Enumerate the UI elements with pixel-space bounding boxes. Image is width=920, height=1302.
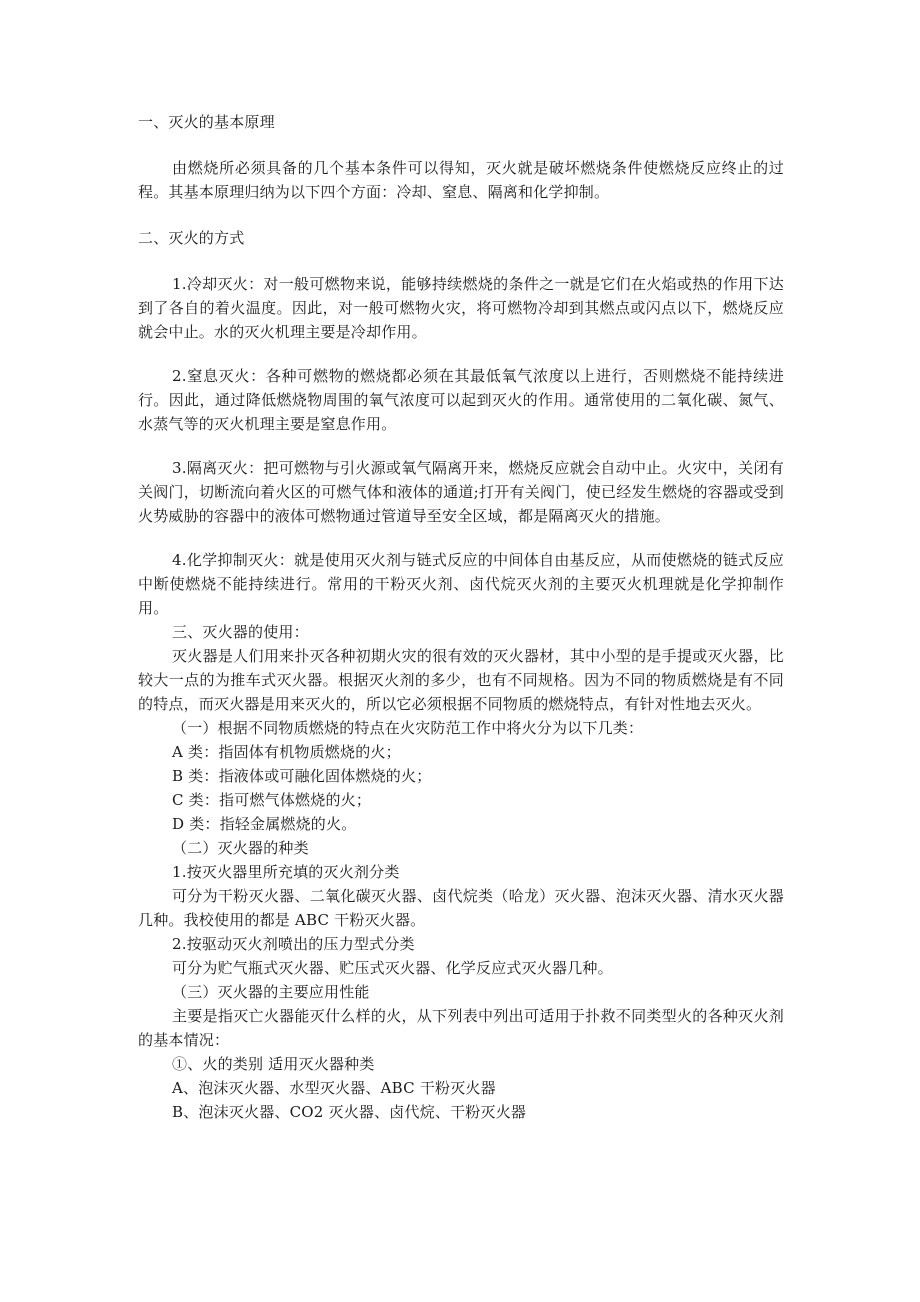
extinguisher-types-heading: （二）灭火器的种类 [172,839,309,857]
table-header: ①、火的类别 适用灭火器种类 [172,1055,375,1073]
types-by-pressure-body: 可分为贮气瓶式灭火器、贮压式灭火器、化学反应式灭火器几种。 [172,959,613,977]
section-2-heading: 二、灭火的方式 [138,229,245,247]
types-by-agent-heading: 1.按灭火器里所充填的灭火剂分类 [172,863,400,881]
section-1-body: 由燃烧所必须具备的几个基本条件可以得知，灭火就是破坏燃烧条件使燃烧反应终止的过程。其基本原理归纳为以下四个方面：冷却、窒息、隔离和化学抑制。 [138,159,784,201]
performance-heading: （三）灭火器的主要应用性能 [172,983,370,1001]
section-1-heading: 一、灭火的基本原理 [138,113,275,131]
performance-body: 主要是指灭亡火器能灭什么样的火，从下列表中列出可适用于扑救不同类型火的各种灭火剂的基本情况： [138,1007,784,1049]
method-smothering: 2.窒息灭火：各种可燃物的燃烧都必须在其最低氧气浓度以上进行，否则燃烧不能持续进行。因此，通过降低燃烧物周围的氧气浓度可以起到灭火的作用。通常使用的二氧化碳、氮气、水蒸气等的灭火机理主要是窒息作用。 [138,367,784,433]
fire-class-d: D 类：指轻金属燃烧的火。 [172,815,357,833]
types-by-agent-body: 可分为干粉灭火器、二氧化碳灭火器、卤代烷类（哈龙）灭火器、泡沫灭火器、清水灭火器几种。我校使用的都是 ABC 干粉灭火器。 [138,887,784,929]
section-3-heading: 三、灭火器的使用： [172,623,309,641]
method-chemical-inhibition: 4.化学抑制灭火：就是使用灭火剂与链式反应的中间体自由基反应，从而使燃烧的链式反应中断使燃烧不能持续进行。常用的干粉灭火剂、卤代烷灭火剂的主要灭火机理就是化学抑制作用。 [138,551,784,617]
method-isolation: 3.隔离灭火：把可燃物与引火源或氧气隔离开来，燃烧反应就会自动中止。火灾中，关闭有关阀门，切断流向着火区的可燃气体和液体的通道;打开有关阀门，使已经发生燃烧的容器或受到火势威胁的容器中的液体可燃物通过管道导至安全区域，都是隔离灭火的措施。 [138,459,784,525]
fire-class-c: C 类：指可燃气体燃烧的火； [172,791,372,809]
method-cooling: 1.冷却灭火：对一般可燃物来说，能够持续燃烧的条件之一就是它们在火焰或热的作用下达到了各自的着火温度。因此，对一般可燃物火灾，将可燃物冷却到其燃点或闪点以下，燃烧反应就会中止。水的灭火机理主要是冷却作用。 [138,275,784,341]
types-by-pressure-heading: 2.按驱动灭火剂喷出的压力型式分类 [172,935,415,953]
fire-class-b: B 类：指液体或可融化固体燃烧的火； [172,767,432,785]
table-row-a: A、泡沫灭火器、水型灭火器、ABC 干粉灭火器 [172,1079,496,1097]
fire-classes-heading: （一）根据不同物质燃烧的特点在火灾防范工作中将火分为以下几类： [172,719,644,737]
fire-class-a: A 类：指固体有机物质燃烧的火； [172,743,401,761]
document-page [138,110,784,1124]
section-3-intro: 灭火器是人们用来扑灭各种初期火灾的很有效的灭火器材，其中小型的是手提或灭火器，比较大一点的为推车式灭火器。根据灭火剂的多少，也有不同规格。因为不同的物质燃烧是有不同的特点，而灭火器是用来灭火的，所以它必须根据不同物质的燃烧特点，有针对性地去灭火。 [138,647,784,713]
table-row-b: B、泡沫灭火器、CO2 灭火器、卤代烷、干粉灭火器 [172,1103,527,1121]
